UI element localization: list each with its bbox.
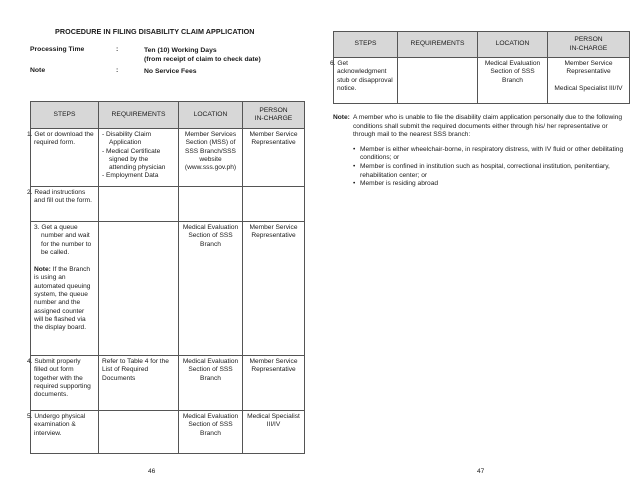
step-cell: 6. Get acknowledgment stub or disapproval notice. bbox=[334, 58, 398, 104]
condition-item: • Member is residing abroad bbox=[353, 180, 629, 189]
meta-value-line: (from receipt of claim to check date) bbox=[144, 56, 261, 63]
header-line: IN-CHARGE bbox=[569, 44, 608, 52]
person-line: Member Service Representative bbox=[564, 60, 613, 76]
condition-item: • Member is either wheelchair-borne, in respiratory distress, with IV fluid or other debilitating conditions; or bbox=[353, 146, 629, 163]
table-row bbox=[31, 129, 305, 187]
table-header-row bbox=[334, 32, 630, 58]
meta-value: No Service Fees bbox=[144, 68, 197, 75]
table-row bbox=[334, 58, 630, 104]
person-cell: Member Service Representative bbox=[243, 222, 305, 356]
requirements-cell bbox=[99, 411, 179, 454]
header-location: LOCATION bbox=[478, 32, 548, 58]
note-label: Note: bbox=[333, 114, 350, 121]
page-number: 47 bbox=[477, 468, 485, 475]
requirement-item: - Disability Claim Application bbox=[102, 131, 152, 147]
requirements-cell bbox=[99, 187, 179, 222]
person-line: Medical Specialist III/IV bbox=[554, 84, 623, 92]
note-text: A member who is unable to file the disability claim application personally due to the following conditions shall submit the required documents either through his/ her representative or through mail to the nearest SSS branch: bbox=[353, 114, 623, 139]
requirements-list bbox=[102, 131, 175, 181]
meta-value bbox=[144, 46, 261, 64]
step-note bbox=[34, 266, 95, 332]
person-cell bbox=[243, 187, 305, 222]
table-row bbox=[31, 356, 305, 411]
header-person-in-charge bbox=[243, 102, 305, 129]
step-cell: 4. Submit properly filled out form together with the required supporting documents. bbox=[31, 356, 99, 411]
header-line: PERSON bbox=[259, 106, 288, 114]
person-cell: Member Service Representative bbox=[243, 356, 305, 411]
right-page bbox=[319, 0, 638, 493]
document-title: PROCEDURE IN FILING DISABILITY CLAIM APPLICATION bbox=[55, 27, 255, 36]
person-cell: Member Service Representative bbox=[243, 129, 305, 187]
location-cell bbox=[179, 187, 243, 222]
location-cell: Medical Evaluation Section of SSS Branch bbox=[179, 411, 243, 454]
header-location: LOCATION bbox=[179, 102, 243, 129]
header-steps: STEPS bbox=[31, 102, 99, 129]
table-row bbox=[31, 187, 305, 222]
procedure-table bbox=[27, 101, 305, 454]
location-cell: Medical Evaluation Section of SSS Branch bbox=[478, 58, 548, 104]
requirements-cell bbox=[99, 129, 179, 187]
header-line: IN-CHARGE bbox=[254, 115, 293, 122]
location-cell: Member Services Section (MSS) of SSS Branch/SSS website (www.sss.gov.ph) bbox=[179, 129, 243, 187]
step-text: 3. Get a queue number and wait for the number to be called. bbox=[34, 224, 92, 256]
header-line: PERSON bbox=[574, 36, 603, 44]
person-cell bbox=[548, 58, 630, 104]
step-cell: 1. Get or download the required form. bbox=[31, 129, 99, 187]
table-header-row bbox=[31, 102, 305, 129]
requirement-item: - Employment Data bbox=[102, 172, 159, 180]
note-label: Note: bbox=[34, 266, 51, 274]
meta-value-line: Ten (10) Working Days bbox=[144, 47, 217, 54]
conditions-list bbox=[353, 146, 629, 189]
table-row bbox=[31, 411, 305, 454]
location-cell: Medical Evaluation Section of SSS Branch bbox=[179, 222, 243, 356]
step-cell bbox=[31, 222, 99, 356]
step-cell: 5. Undergo physical examination & interview. bbox=[31, 411, 99, 454]
header-requirements: REQUIREMENTS bbox=[398, 32, 478, 58]
location-cell: Medical Evaluation Section of SSS Branch bbox=[179, 356, 243, 411]
header-person-in-charge bbox=[548, 32, 630, 58]
note-text: If the Branch is using an automated queuing system, the queue number and the assigned counter will be flashed via the display board. bbox=[34, 266, 91, 332]
meta-key: Note bbox=[30, 67, 46, 74]
representative-note bbox=[333, 114, 629, 189]
requirement-item: - Medical Certificate signed by the attending physician bbox=[102, 147, 166, 172]
requirements-cell bbox=[398, 58, 478, 104]
page-number: 46 bbox=[148, 468, 156, 475]
meta-colon: : bbox=[116, 46, 119, 53]
table-row bbox=[31, 222, 305, 356]
person-cell: Medical Specialist III/IV bbox=[243, 411, 305, 454]
header-steps: STEPS bbox=[334, 32, 398, 58]
step-cell: 2. Read instructions and fill out the form. bbox=[31, 187, 99, 222]
meta-key: Processing Time bbox=[30, 46, 85, 53]
header-requirements: REQUIREMENTS bbox=[99, 102, 179, 129]
meta-colon: : bbox=[116, 67, 119, 74]
requirements-cell: Refer to Table 4 for the List of Required Documents bbox=[99, 356, 179, 411]
requirements-cell bbox=[99, 222, 179, 356]
procedure-table-continued bbox=[330, 31, 630, 104]
condition-item: • Member is confined in institution such as hospital, correctional institution, penitentiary, rehabilitation center; or bbox=[353, 163, 629, 180]
